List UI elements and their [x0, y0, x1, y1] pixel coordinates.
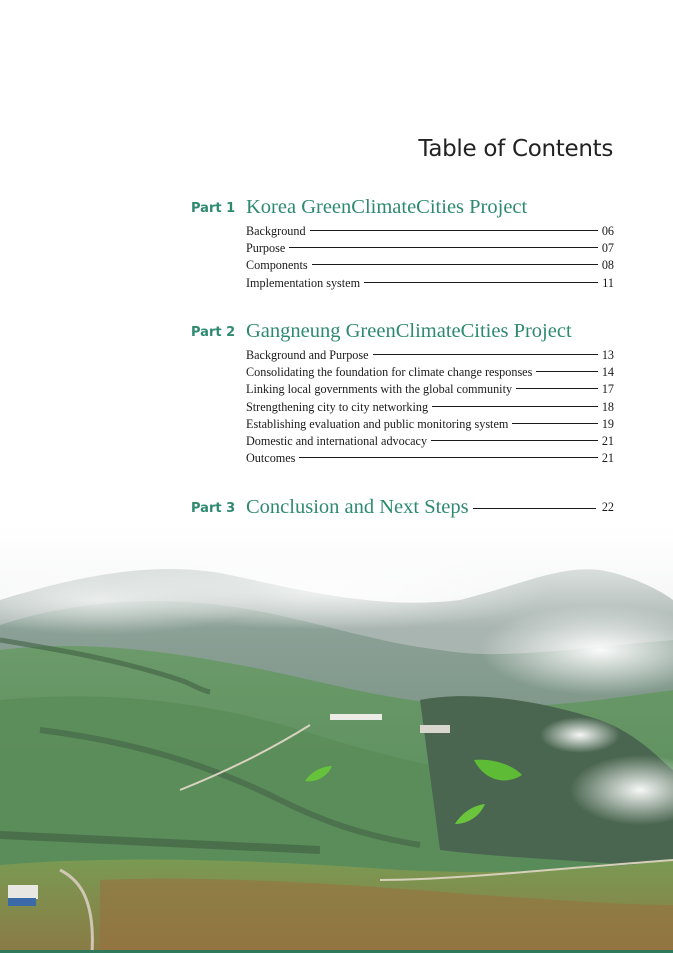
part-title[interactable]: Korea GreenClimateCities Project	[246, 196, 528, 218]
toc-entry[interactable]	[246, 496, 614, 519]
entry-page: 07	[601, 241, 614, 256]
toc-entry[interactable]	[246, 381, 614, 398]
entry-page: 18	[601, 399, 614, 414]
leader-line	[516, 388, 598, 389]
entry-page: 14	[601, 365, 614, 380]
entry-page: 19	[601, 416, 614, 431]
toc-entry[interactable]	[246, 240, 614, 257]
leader-line	[512, 423, 597, 424]
entry-page: 08	[601, 258, 614, 273]
entry-label: Domestic and international advocacy	[246, 434, 428, 449]
entry-page: 17	[601, 382, 614, 397]
entry-page: 22	[601, 500, 614, 514]
toc-entry[interactable]	[246, 347, 614, 364]
entry-label: Background and Purpose	[246, 348, 369, 363]
part-label: Part 3	[191, 501, 236, 516]
part-title: Conclusion and Next Steps	[246, 496, 469, 518]
leader-line	[432, 406, 598, 407]
leader-line	[473, 508, 596, 509]
leader-line	[536, 371, 597, 372]
entry-page: 21	[601, 451, 614, 466]
entry-page: 06	[601, 224, 614, 239]
toc-entry[interactable]	[246, 450, 614, 467]
page-title: Table of Contents	[418, 136, 613, 162]
leader-line	[431, 440, 598, 441]
entry-label: Linking local governments with the global community	[246, 382, 513, 397]
entry-page: 11	[602, 275, 614, 290]
entry-label: Outcomes	[246, 451, 296, 466]
toc-entry[interactable]	[246, 223, 614, 240]
entry-page: 13	[601, 348, 614, 363]
toc-entry[interactable]	[246, 364, 614, 381]
entry-label: Background	[246, 224, 306, 239]
leader-line	[373, 354, 598, 355]
entry-label: Consolidating the foundation for climate change responses	[246, 365, 533, 380]
entry-page: 21	[601, 434, 614, 449]
toc-entry[interactable]	[246, 399, 614, 416]
leader-line	[299, 457, 597, 458]
leader-line	[289, 247, 598, 248]
entry-label: Components	[246, 258, 308, 273]
part-label: Part 2	[191, 325, 236, 340]
toc-entry[interactable]	[246, 433, 614, 450]
part-2-entries	[246, 347, 614, 467]
leader-line	[310, 230, 598, 231]
entry-label: Implementation system	[246, 275, 361, 290]
leader-line	[312, 264, 598, 265]
entry-label: Establishing evaluation and public monitoring system	[246, 416, 509, 431]
entry-label: Strengthening city to city networking	[246, 399, 429, 414]
leader-line	[364, 282, 598, 283]
part-label: Part 1	[191, 201, 236, 216]
toc-entry[interactable]	[246, 275, 614, 292]
toc-entry[interactable]	[246, 257, 614, 274]
part-1-entries	[246, 223, 614, 292]
toc-entry[interactable]	[246, 416, 614, 433]
entry-label: Purpose	[246, 241, 286, 256]
part-title[interactable]: Gangneung GreenClimateCities Project	[246, 320, 572, 342]
